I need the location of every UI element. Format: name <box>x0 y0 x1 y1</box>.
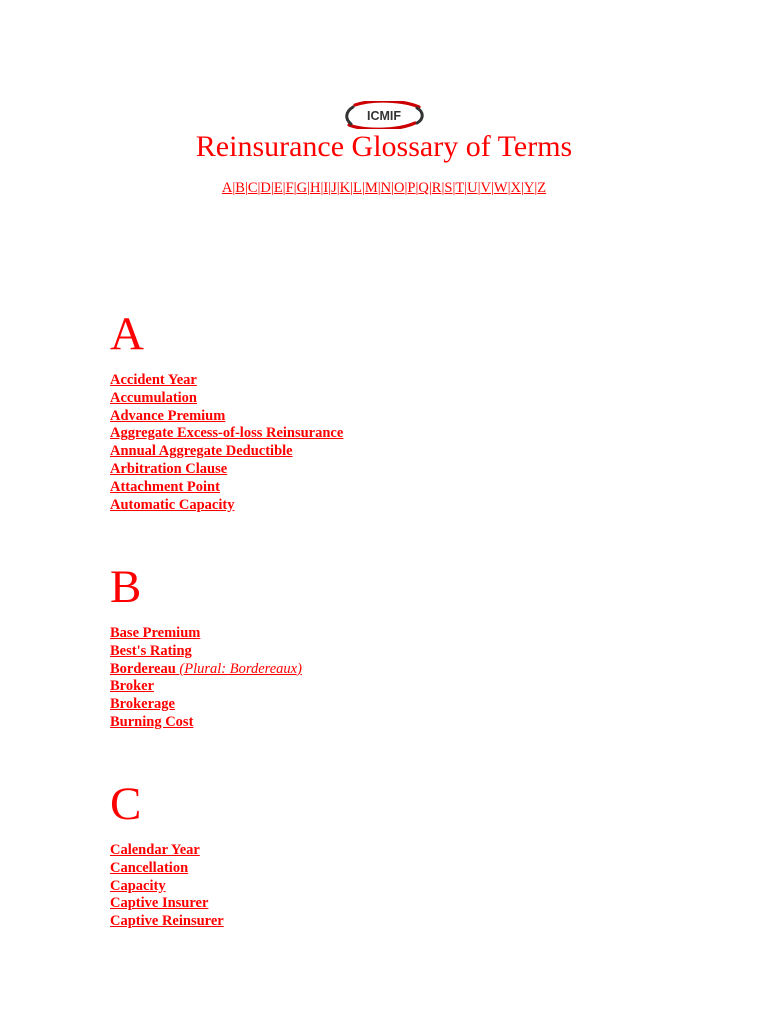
list-item <box>110 625 302 643</box>
alpha-link-j[interactable]: J <box>331 180 337 196</box>
alpha-link-h[interactable]: H <box>309 180 321 196</box>
alpha-link-f[interactable]: F <box>285 180 294 196</box>
plural-note: (Plural: Bordereaux) <box>179 660 302 677</box>
alpha-link-d[interactable]: D <box>260 180 271 196</box>
list-item <box>110 913 224 931</box>
alpha-link-m[interactable]: M <box>364 180 378 196</box>
alpha-link-e[interactable]: E <box>273 180 283 196</box>
term-link[interactable]: Accident Year <box>110 372 197 388</box>
alpha-link-s[interactable]: S <box>444 180 453 196</box>
section-heading: B <box>110 561 142 613</box>
alpha-link-q[interactable]: Q <box>418 180 429 196</box>
list-item <box>110 408 343 426</box>
alpha-link-a[interactable]: A <box>221 180 233 196</box>
list-item <box>110 372 343 390</box>
term-list <box>110 625 302 732</box>
alpha-link-r[interactable]: R <box>431 180 442 196</box>
list-item <box>110 443 343 461</box>
alpha-link-v[interactable]: V <box>480 180 491 196</box>
list-item <box>110 479 343 497</box>
alpha-link-o[interactable]: O <box>394 180 405 196</box>
term-list <box>110 372 343 514</box>
alpha-link-g[interactable]: G <box>296 180 308 196</box>
section-heading: A <box>110 308 144 360</box>
section-a <box>110 307 343 514</box>
term-link-bordereau[interactable] <box>110 661 302 677</box>
term-list <box>110 842 224 931</box>
list-item <box>110 678 302 696</box>
list-item <box>110 461 343 479</box>
list-item <box>110 895 224 913</box>
page-title: Reinsurance Glossary of Terms <box>195 130 573 163</box>
term-link[interactable]: Captive Reinsurer <box>110 913 224 930</box>
list-item <box>110 390 343 408</box>
term-link[interactable]: Base Premium <box>110 625 201 641</box>
alphabet-nav: A|B|C|D|E|F|G|H|I|J|K|L|M|N|O|P|Q|R|S|T|U|V|W|X|Y|Z <box>221 180 547 196</box>
alpha-link-w[interactable]: W <box>493 180 508 196</box>
alpha-link-z[interactable]: Z <box>537 180 547 196</box>
term-link[interactable]: Best's Rating <box>110 642 192 659</box>
term-link[interactable]: Arbitration Clause <box>110 460 228 477</box>
term-link[interactable]: Captive Insurer <box>110 895 209 912</box>
alpha-link-c[interactable]: C <box>247 180 258 196</box>
list-item <box>110 661 302 679</box>
list-item <box>110 842 224 860</box>
icmif-logo <box>343 101 425 129</box>
section-b <box>110 560 302 732</box>
alpha-link-n[interactable]: N <box>380 180 392 196</box>
list-item <box>110 643 302 661</box>
term-link[interactable]: Aggregate Excess-of-loss Reinsurance <box>110 425 344 442</box>
list-item <box>110 696 302 714</box>
alpha-link-k[interactable]: K <box>339 180 351 196</box>
term-link[interactable]: Burning Cost <box>110 713 194 730</box>
alpha-link-l[interactable]: L <box>353 180 362 196</box>
section-c <box>110 777 224 931</box>
section-heading: C <box>110 778 142 830</box>
alpha-link-x[interactable]: X <box>510 180 521 196</box>
term-label: Bordereau <box>110 660 176 677</box>
term-link[interactable]: Accumulation <box>110 389 197 406</box>
term-link[interactable]: Broker <box>110 678 155 695</box>
logo-text: ICMIF <box>366 109 402 123</box>
term-link[interactable]: Capacity <box>110 877 166 894</box>
alpha-link-u[interactable]: U <box>467 180 478 196</box>
alpha-link-y[interactable]: Y <box>523 180 535 196</box>
term-link[interactable]: Cancellation <box>110 859 189 876</box>
term-link[interactable]: Advance Premium <box>110 407 226 424</box>
alpha-link-t[interactable]: T <box>455 180 465 196</box>
list-item <box>110 878 224 896</box>
alpha-link-b[interactable]: B <box>235 180 245 196</box>
term-link[interactable]: Calendar Year <box>110 842 200 858</box>
term-link[interactable]: Attachment Point <box>110 478 220 495</box>
list-item <box>110 860 224 878</box>
alpha-link-i[interactable]: I <box>323 180 329 196</box>
list-item <box>110 714 302 732</box>
term-link[interactable]: Automatic Capacity <box>110 496 235 513</box>
term-link[interactable]: Brokerage <box>110 696 175 713</box>
term-link[interactable]: Annual Aggregate Deductible <box>110 443 293 460</box>
list-item <box>110 497 343 515</box>
list-item <box>110 425 343 443</box>
alpha-link-p[interactable]: P <box>407 180 416 196</box>
